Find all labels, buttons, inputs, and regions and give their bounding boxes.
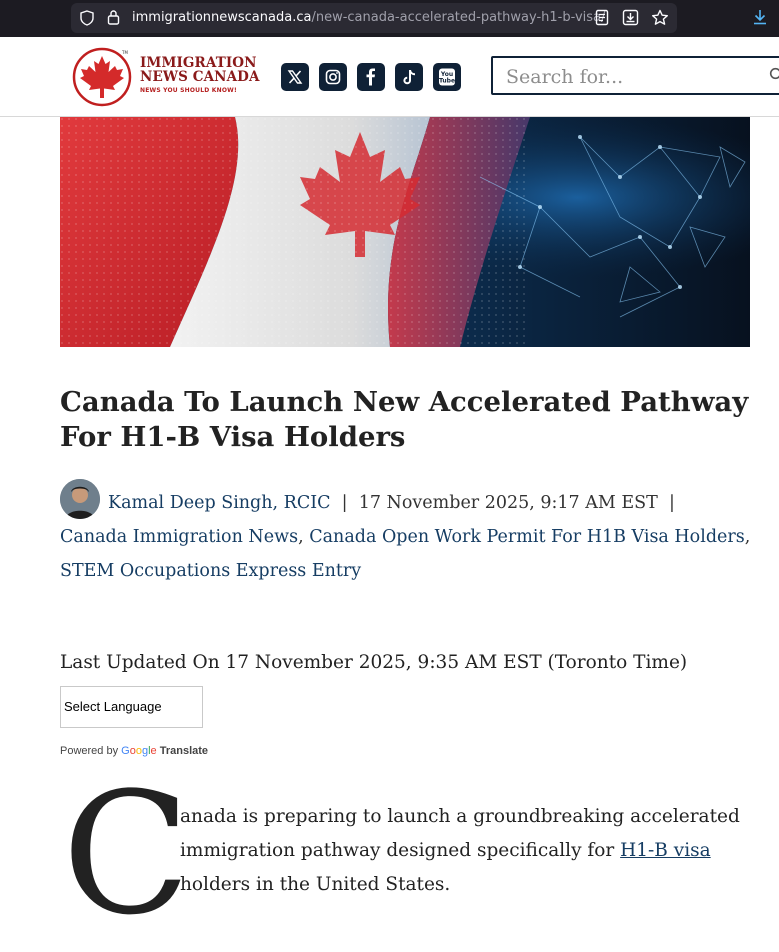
svg-text:Tube: Tube (438, 77, 456, 85)
article-title: Canada To Launch New Accelerated Pathway For H1-B Visa Holders (60, 386, 749, 453)
h1b-visa-link[interactable]: H1-B visa (620, 840, 711, 861)
logo-line-1: IMMIGRATION (140, 55, 257, 71)
category-link-canada-immigration-news[interactable]: Canada Immigration News (60, 527, 299, 547)
search-box[interactable] (491, 56, 779, 95)
browser-toolbar (0, 0, 779, 37)
article-intro-paragraph (180, 800, 760, 902)
lock-icon[interactable] (107, 9, 120, 25)
site-logo-text[interactable] (140, 56, 260, 94)
meta-separator: | (341, 493, 348, 513)
url-host: immigrationnewscanada.ca (132, 10, 312, 25)
powered-by-label: Powered by (60, 745, 119, 757)
intro-text-end: holders in the United States. (180, 874, 451, 895)
x-icon[interactable] (281, 63, 309, 91)
social-links (281, 63, 461, 91)
url-path: /new-canada-accelerated-pathway-h1-b-visa/ (311, 10, 606, 25)
trademark-mark: TM (122, 50, 128, 55)
svg-text:You: You (440, 71, 454, 78)
author-link[interactable]: Kamal Deep Singh, RCIC (108, 493, 331, 513)
google-logo-text: Google (121, 745, 157, 757)
search-icon[interactable] (769, 67, 779, 83)
last-updated-text: Last Updated On 17 November 2025, 9:35 AM EST (Toronto Time) (60, 652, 688, 673)
maple-leaf-logo-icon[interactable] (72, 47, 132, 107)
downloads-icon[interactable] (751, 8, 769, 26)
url-text[interactable] (132, 10, 605, 25)
category-comma: , (744, 527, 751, 547)
address-bar[interactable] (71, 3, 677, 33)
translate-label: Translate (159, 745, 209, 757)
meta-separator: | (668, 493, 675, 513)
tiktok-icon[interactable] (395, 63, 423, 91)
site-header (0, 37, 779, 117)
bookmark-star-icon[interactable] (651, 9, 669, 26)
category-link-stem-express-entry[interactable]: STEM Occupations Express Entry (60, 561, 362, 581)
facebook-icon[interactable] (357, 63, 385, 91)
language-select[interactable]: Select Language (60, 686, 203, 728)
hero-canada-flag-image (60, 117, 750, 347)
drop-cap-letter: C (62, 756, 191, 952)
category-link-open-work-permit[interactable]: Canada Open Work Permit For H1B Visa Holders (309, 527, 745, 547)
reader-view-icon[interactable] (594, 9, 610, 26)
intro-text: anada is preparing to launch a groundbreaking accelerated immigration pathway designed specifically for (180, 806, 740, 861)
search-input[interactable] (504, 64, 758, 90)
category-comma: , (298, 527, 304, 547)
publish-date: 17 November 2025, 9:17 AM EST (358, 493, 658, 513)
shield-icon[interactable] (80, 10, 94, 26)
logo-line-2: NEWS CANADA (140, 69, 260, 85)
logo-tagline: NEWS YOU SHOULD KNOW! (140, 87, 237, 94)
instagram-icon[interactable] (319, 63, 347, 91)
save-to-pocket-icon[interactable] (622, 9, 639, 26)
youtube-icon[interactable] (433, 63, 461, 91)
article-meta (60, 486, 760, 588)
